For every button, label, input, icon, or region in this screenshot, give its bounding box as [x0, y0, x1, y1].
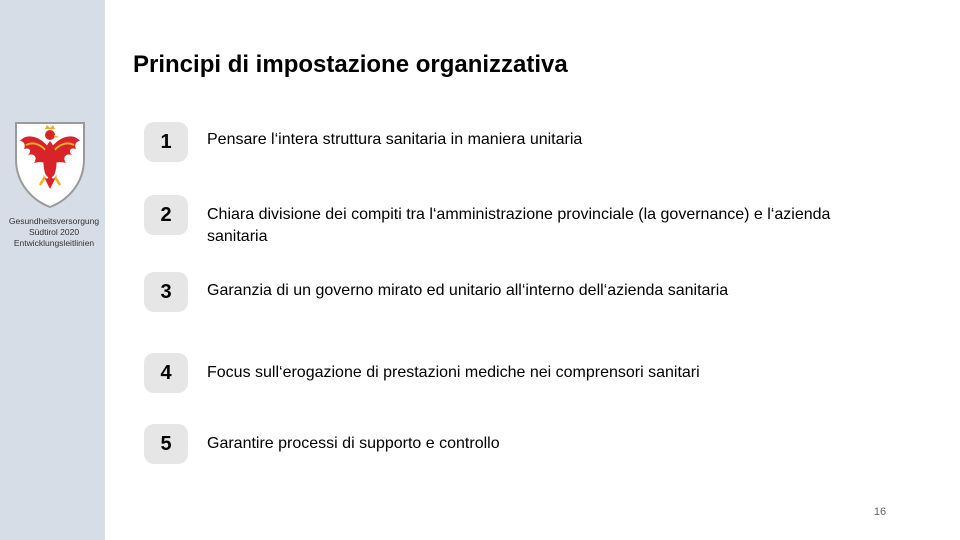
- item-text: Garantire processi di supporto e controllo: [207, 435, 500, 452]
- item-text: Garanzia di un governo mirato ed unitario all‘interno dell‘azienda sanitaria: [207, 282, 729, 299]
- slide-title: Principi di impostazione organizzativa: [133, 51, 568, 78]
- page-number: 16: [873, 506, 887, 518]
- caption-line: Gesundheitsversorgung: [8, 216, 100, 226]
- sidebar: [0, 0, 105, 540]
- item-text: Pensare l‘intera struttura sanitaria in maniera unitaria: [207, 131, 583, 148]
- item-number-badge: 5: [144, 424, 188, 464]
- caption-line: Entwicklungsleitlinien: [13, 238, 95, 248]
- item-text: Chiara divisione dei compiti tra l‘amministrazione provinciale (la governance) e l‘azienda sanitaria: [207, 206, 831, 245]
- caption-line: Südtirol 2020: [28, 227, 80, 237]
- item-number-badge: 2: [144, 195, 188, 235]
- item-text: Focus sull‘erogazione di prestazioni mediche nei comprensori sanitari: [207, 364, 700, 381]
- sidebar-caption: [0, 216, 108, 249]
- item-number-badge: 4: [144, 353, 188, 393]
- item-number-badge: 3: [144, 272, 188, 312]
- item-number-badge: 1: [144, 122, 188, 162]
- coat-of-arms-eagle-icon: [12, 119, 88, 209]
